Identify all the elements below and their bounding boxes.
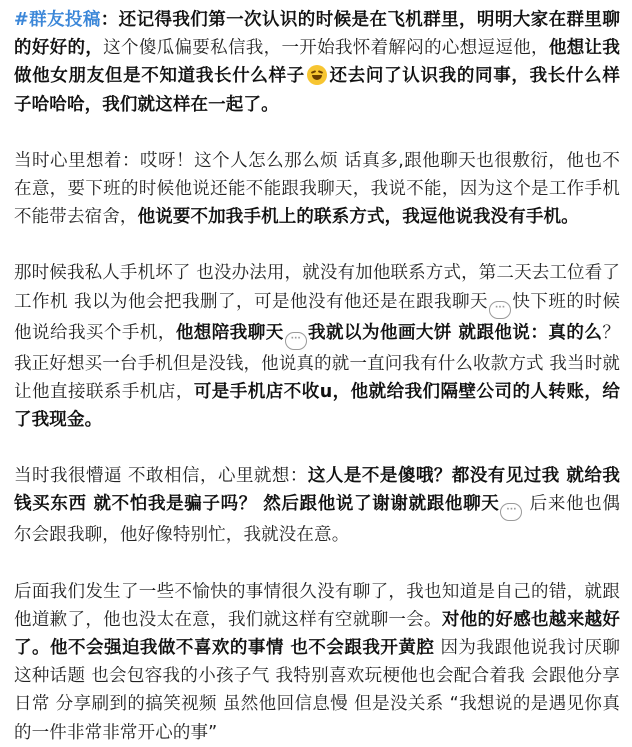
body-text: 当时我很懵逼 不敢相信，心里就想： <box>14 466 308 487</box>
body-text: ？我正好想买一台手机但是没钱，他说真的就一直问我有什么收款方式 我当时就让他直接联系手机店， <box>14 322 620 402</box>
paragraph-2 <box>14 147 620 232</box>
paragraph-3 <box>14 259 620 434</box>
bold-text: 然后跟他说了谢谢就跟他聊天 <box>263 494 500 515</box>
body-text: 快下班的时候他说给我买个手机， <box>14 291 620 343</box>
body-text: 这个傻瓜偏要私信我，一开始我怀着解闷的心想逗逗他， <box>103 38 549 59</box>
bold-text: ：还记得我们第一次认识的时候是在飞机群里，明明大家在群里聊的好好的， <box>14 10 620 59</box>
body-text: 当时心里想着：哎呀！这个人怎么那么烦 话真多,跟他聊天也很敷衍，他也不在意，要下班的时候他说还能不能跟我聊天，我说不能，因为这个是工作手机不能带去宿舍， <box>14 150 620 228</box>
body-text: 后来他也偶尔会跟我聊，他好像特别忙，我就没在意。 <box>14 494 621 546</box>
chat-bubble-icon: ··· <box>489 301 511 319</box>
bold-text: 这人是不是傻哦？都没有见过我 就给我钱买东西 就不怕我是骗子吗？ <box>14 466 620 515</box>
body-text: 那时候我私人手机坏了 也没办法用，就没有加他联系方式，第二天去工位看了工作机 我以为他会把我删了，可是他没有他还是在跟我聊天 <box>14 263 620 312</box>
body-text: 后面我们发生了一些不愉快的事情很久没有聊了，我也知道是自己的错，就跟他道歉了，他也没太在意，我们就这样有空就聊一会。 <box>14 581 620 630</box>
paragraph-5 <box>14 578 620 747</box>
bold-text: 对他的好感也越来越好了。他不会强迫我做不喜欢的事情 也不会跟我开黄腔 <box>14 609 620 659</box>
chat-bubble-icon: ··· <box>285 332 307 350</box>
bold-text: 他说要不加我手机上的联系方式，我逗他说我没有手机。 <box>137 207 579 228</box>
bold-text: 我就以为他画大饼 就跟他说：真的么 <box>307 322 603 343</box>
bold-text: 他想让我做他女朋友但是不知道我长什么样子 <box>14 38 621 87</box>
paragraph-1 <box>14 6 620 119</box>
paragraph-4 <box>14 462 620 549</box>
bold-text: 可是手机店不收u，他就给我们隔壁公司的人转账，给了我现金。 <box>14 381 621 431</box>
bold-text: 他想陪我聊天 <box>175 322 284 343</box>
post-tag[interactable]: #群友投稿 <box>14 10 101 30</box>
post-body <box>14 6 620 747</box>
laughing-tears-emoji-icon <box>307 65 327 85</box>
body-text: 因为我跟他说我讨厌聊这种话题 也会包容我的小孩子气 我特别喜欢玩梗他也会配合着我 会跟他分享日常 分享刷到的搞笑视频 虽然他回信息慢 但是没关系 “我想说的是遇见你真的一件非常非常开心的事” <box>14 638 621 743</box>
bold-text: 还去问了认识我的同事，我长什么样子哈哈哈，我们就这样在一起了。 <box>14 66 620 115</box>
chat-bubble-icon: ··· <box>500 503 522 521</box>
